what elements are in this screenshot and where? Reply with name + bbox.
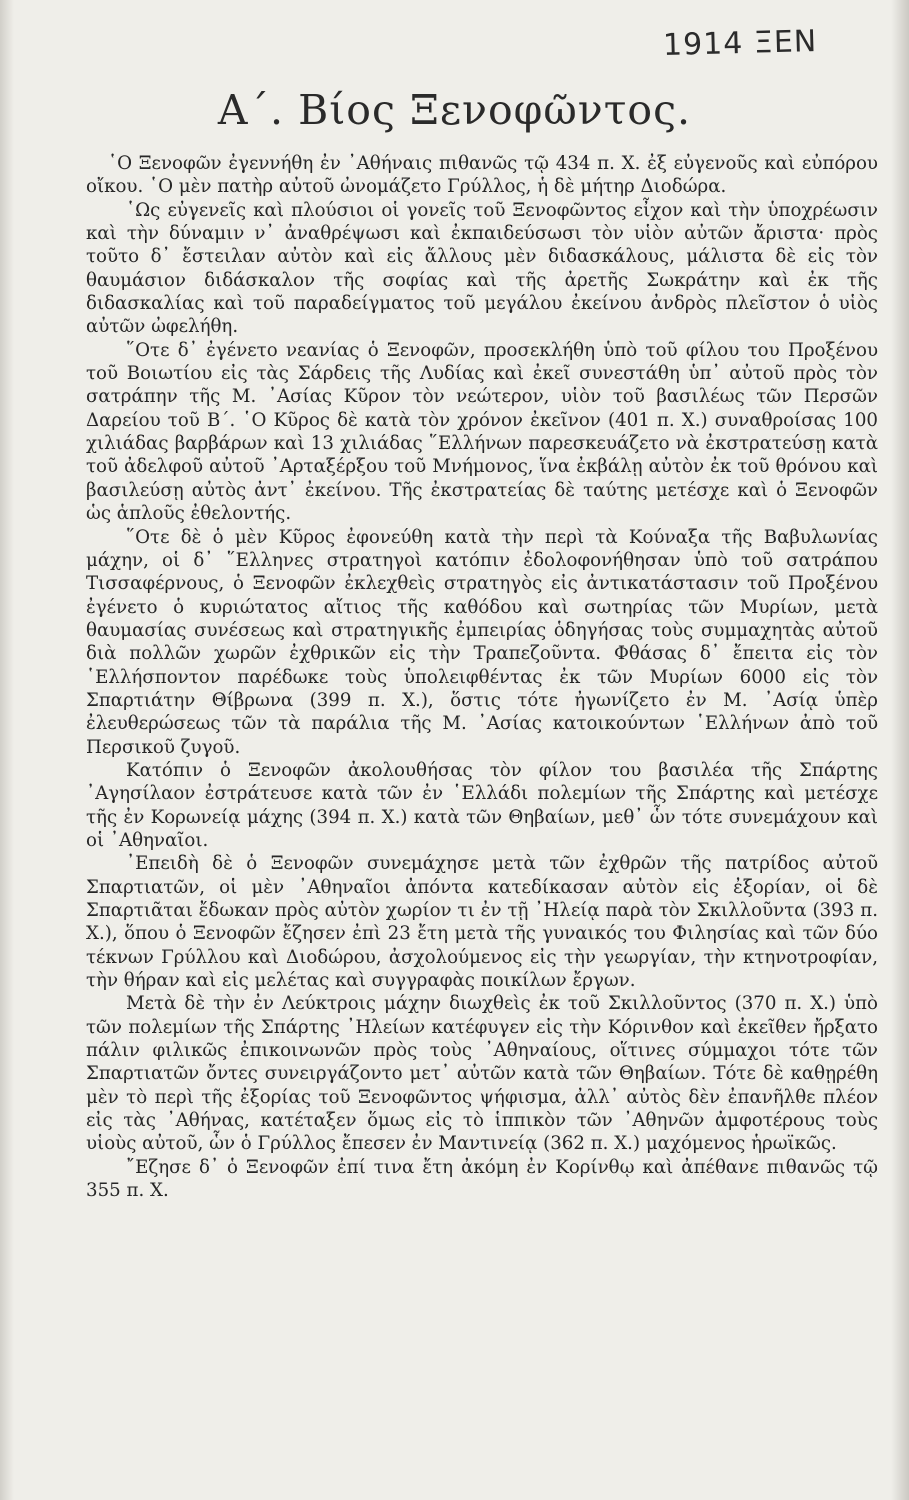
paragraph-1: ῾Ο Ξενοφῶν ἐγεννήθη ἐν ᾿Αθήναις πιθανῶς τῷ 434 π. Χ. ἐξ εὐγενοῦς καὶ εὐπόρου οἴκου. ῾Ο μὲν πατὴρ αὐτοῦ ὠνομάζετο Γρύλλος, ἡ δὲ μήτηρ Διοδώρα. (86, 153, 878, 198)
paragraph-7: Μετὰ δὲ τὴν ἐν Λεύκτροις μάχην διωχθεὶς ἐκ τοῦ Σκιλλοῦντος (370 π. Χ.) ὑπὸ τῶν πολεμίων τῆς Σπάρτης ᾿Ηλείων κατέφυγεν εἰς τὴν Κόρινθον καὶ ἐκεῖθεν ἤρξατο πάλιν φιλικῶς ἐπικοινωνῶν πρὸς τοὺς ᾿Αθηναίους, οἵτινες σύμμαχοι τότε τῶν Σπαρτιατῶν ὄντες συνειργάζοντο μετ᾿ αὐτῶν κατὰ τῶν Θηβαίων. Τότε δὲ καθῃρέθη μὲν τὸ περὶ τῆς ἐξορίας τοῦ Ξενοφῶντος ψήφισμα, ἀλλ᾿ αὐτὸς δὲν ἐπανῆλθε πλέον εἰς τὰς ᾿Αθήνας, κατέταξεν ὅμως εἰς τὸ ἱππικὸν τῶν ᾿Αθηνῶν ἀμφοτέρους τοὺς υἱοὺς αὐτοῦ, ὧν ὁ Γρύλλος ἔπεσεν ἐν Μαντινείᾳ (362 π. Χ.) μαχόμενος ἡρωϊκῶς. (86, 993, 878, 1155)
paragraph-8: ῎Εζησε δ᾿ ὁ Ξενοφῶν ἐπί τινα ἔτη ἀκόμη ἐν Κορίνθῳ καὶ ἀπέθανε πιθανῶς τῷ 355 π. Χ. (86, 1156, 878, 1202)
paragraph-4: ῞Οτε δὲ ὁ μὲν Κῦρος ἐφονεύθη κατὰ τὴν περὶ τὰ Κούναξα τῆς Βαβυλωνίας μάχην, οἱ δ᾿ ῞Ελληνες στρατηγοὶ κατόπιν ἐδολοφονήθησαν ὑπὸ τοῦ σατράπου Τισσαφέρνους, ὁ Ξενοφῶν ἐκλεχθεὶς στρατηγὸς εἰς ἀντικατάστασιν τοῦ Προξένου ἐγένετο ὁ κυριώτατος αἴτιος τῆς καθόδου καὶ σωτηρίας τῶν Μυρίων, μετὰ θαυμασίας συνέσεως καὶ στρατηγικῆς ἐμπειρίας ὁδηγήσας τοὺς συμμαχητὰς αὐτοῦ διὰ πολλῶν χωρῶν ἐχθρικῶν εἰς τὴν Τραπεζοῦντα. Φθάσας δ᾿ ἔπειτα εἰς τὸν ῾Ελλήσποντον παρέδωκε τοὺς ὑπολειφθέντας ἐκ τῶν Μυρίων 6000 εἰς τὸν Σπαρτιάτην Θίβρωνα (399 π. Χ.), ὅστις τότε ἠγωνίζετο ἐν Μ. ᾿Ασίᾳ ὑπὲρ ἐλευθερώσεως τῶν τὰ παράλια τῆς Μ. ᾿Ασίας κατοικούντων ῾Ελλήνων ἀπὸ τοῦ Περσικοῦ ζυγοῦ. (86, 526, 878, 758)
page-title: Α΄. Βίος Ξενοφῶντος. (217, 86, 692, 134)
paragraph-3: ῞Οτε δ᾿ ἐγένετο νεανίας ὁ Ξενοφῶν, προσεκλήθη ὑπὸ τοῦ φίλου του Προξένου τοῦ Βοιωτίου εἰς τὰς Σάρδεις τῆς Λυδίας καὶ ἐκεῖ συνεστάθη ὑπ᾿ αὐτοῦ πρὸς τὸν σατράπην τῆς Μ. ᾿Ασίας Κῦρον τὸν νεώτερον, υἱὸν τοῦ βασιλέως τῶν Περσῶν Δαρείου τοῦ Β΄. ῾Ο Κῦρος δὲ κατὰ τὸν χρόνον ἐκεῖνον (401 π. Χ.) συναθροίσας 100 χιλιάδας βαρβάρων καὶ 13 χιλιάδας ῞Ελλήνων παρεσκευάζετο νὰ ἐκστρατεύσῃ κατὰ τοῦ ἀδελφοῦ αὐτοῦ ᾿Αρταξέρξου τοῦ Μνήμονος, ἵνα ἐκβάλῃ αὐτὸν ἐκ τοῦ θρόνου καὶ βασιλεύσῃ αὐτὸς ἀντ᾿ ἐκείνου. Τῆς ἐκστρατείας δὲ ταύτης μετέσχε καὶ ὁ Ξενοφῶν ὡς ἁπλοῦς ἐθελοντής. (86, 339, 878, 525)
paragraph-2: ῾Ως εὐγενεῖς καὶ πλούσιοι οἱ γονεῖς τοῦ Ξενοφῶντος εἶχον καὶ τὴν ὑποχρέωσιν καὶ τὴν δύναμιν ν᾿ ἀναθρέψωσι καὶ ἐκπαιδεύσωσι τὸν υἱὸν αὐτῶν ἄριστα· πρὸς τοῦτο δ᾿ ἔστειλαν αὐτὸν καὶ εἰς ἄλλους μὲν διδασκάλους, μάλιστα δὲ εἰς τὸν θαυμάσιον διδάσκαλον τῆς σοφίας καὶ τῆς ἀρετῆς Σωκράτην καὶ ἐκ τῆς διδασκαλίας καὶ τοῦ παραδείγματος τοῦ μεγάλου ἐκείνου ἀνδρὸς πλεῖστον ὁ υἱὸς αὐτῶν ὠφελήθη. (86, 199, 878, 338)
paragraph-6: ᾿Επειδὴ δὲ ὁ Ξενοφῶν συνεμάχησε μετὰ τῶν ἐχθρῶν τῆς πατρίδος αὐτοῦ Σπαρτιατῶν, οἱ μὲν ᾿Αθηναῖοι ἀπόντα κατεδίκασαν αὐτὸν εἰς ἐξορίαν, οἱ δὲ Σπαρτιᾶται ἔδωκαν πρὸς αὐτὸν χωρίον τι ἐν τῇ ᾿Ηλείᾳ παρὰ τὸν Σκιλλοῦντα (393 π. Χ.), ὅπου ὁ Ξενοφῶν ἔζησεν ἐπὶ 23 ἔτη μετὰ τῆς γυναικός του Φιλησίας καὶ τῶν δύο τέκνων Γρύλλου καὶ Διοδώρου, ἀσχολούμενος εἰς τὴν γεωργίαν, τὴν κτηνοτροφίαν, τὴν θήραν καὶ εἰς μελέτας καὶ συγγραφὰς ποικίλων ἔργων. (86, 853, 878, 992)
paragraph-5: Κατόπιν ὁ Ξενοφῶν ἀκολουθήσας τὸν φίλον του βασιλέα τῆς Σπάρτης ᾿Αγησίλαον ἐστράτευσε κατὰ τῶν ἐν ῾Ελλάδι πολεμίων τῆς Σπάρτης καὶ μετέσχε τῆς ἐν Κορωνείᾳ μάχης (394 π. Χ.) κατὰ τῶν Θηβαίων, μεθ᾿ ὧν τότε συνεμάχουν καὶ οἱ ᾿Αθηναῖοι. (86, 759, 878, 851)
handwritten-annotation: 1914 ΞΕΝ (662, 23, 818, 64)
body-text (86, 152, 878, 1202)
page-edge-shadow (891, 0, 909, 1500)
